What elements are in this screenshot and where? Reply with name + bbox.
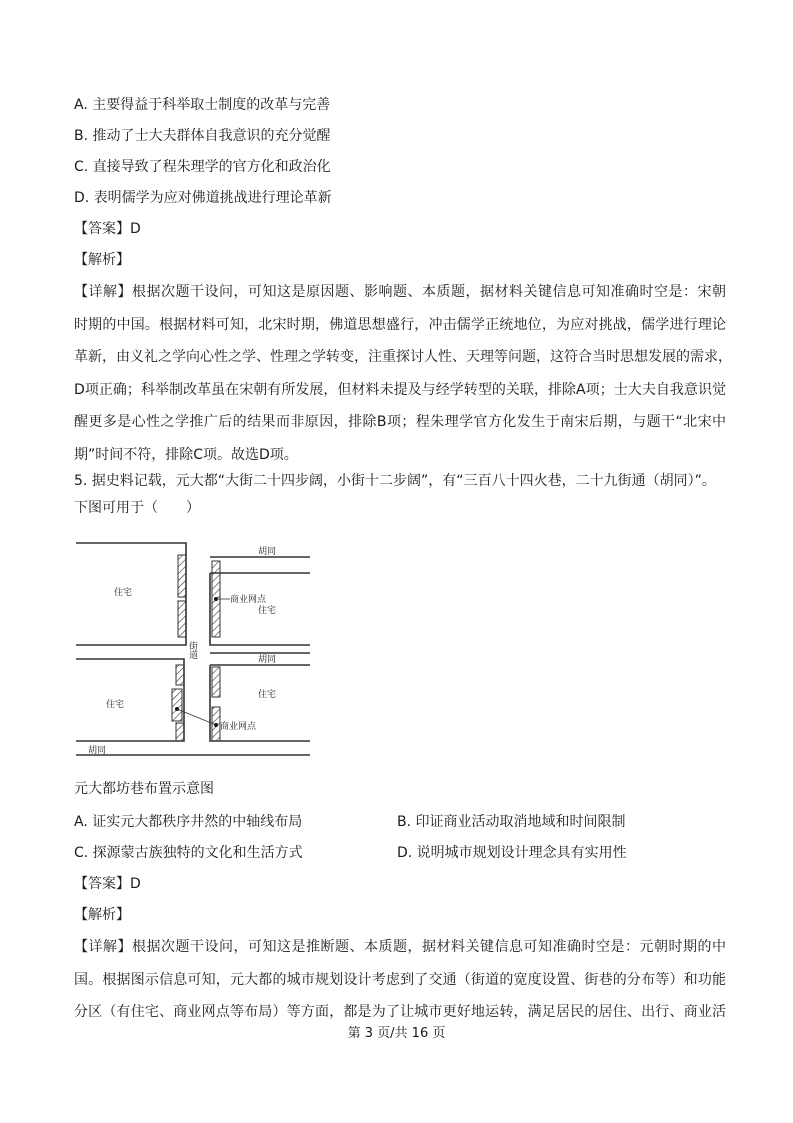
q4-detail-line: 【详解】根据次题干设问，可知这是原因题、影响题、本质题，据材料关键信息可知准确时空是：宋朝 bbox=[74, 284, 726, 300]
block-bottom-left bbox=[76, 659, 184, 741]
q5-option-b: B. 印证商业活动取消地域和时间限制 bbox=[397, 814, 626, 830]
commercial-strip bbox=[172, 689, 182, 721]
commercial-strip bbox=[212, 667, 220, 697]
q5-stem-line-1: 5. 据史料记载，元大都“大街二十四步阔，小街十二步阔”，有“三百八十四火巷，二十九街通（胡同）”。 bbox=[74, 473, 716, 489]
label-commercial: 商业网点 bbox=[220, 722, 257, 732]
q4-option-c: C. 直接导致了程朱理学的官方化和政治化 bbox=[74, 159, 331, 175]
diagram-caption: 元大都坊巷布置示意图 bbox=[74, 781, 214, 797]
q5-option-c: C. 探源蒙古族独特的文化和生活方式 bbox=[74, 845, 303, 861]
q5-option-a: A. 证实元大都秩序井然的中轴线布局 bbox=[74, 814, 303, 830]
q4-detail-paragraph bbox=[74, 276, 732, 471]
commercial-strip bbox=[176, 723, 184, 741]
q5-detail-line: 分区（有住宅、商业网点等布局）等方面，都是为了让城市更好地运转，满足居民的居住、出行、商业活 bbox=[74, 1004, 726, 1020]
q4-detail-line: 期”时间不符，排除C项。故选D项。 bbox=[74, 446, 298, 463]
label-commercial: 商业网点 bbox=[230, 595, 267, 605]
q4-analysis-label: 【解析】 bbox=[74, 252, 130, 268]
q4-detail-line: 醒更多是心性之学推广后的结果而非原因，排除B项；程朱理学官方化发生于南宋后期，与题干“北宋中 bbox=[74, 414, 726, 430]
label-residence: 住宅 bbox=[258, 690, 277, 700]
q4-detail-line: D项正确；科举制改革虽在宋朝有所发展，但材料未提及与经学转型的关联，排除A项；士大夫自我意识觉 bbox=[74, 381, 726, 398]
page-number-footer: 第 3 页/共 16 页 bbox=[347, 1026, 446, 1041]
q5-detail-paragraph bbox=[74, 931, 726, 1029]
label-residence: 住宅 bbox=[114, 588, 133, 598]
label-residence: 住宅 bbox=[258, 606, 277, 616]
q5-option-d: D. 说明城市规划设计理念具有实用性 bbox=[397, 845, 627, 861]
q5-detail-line: 【详解】根据次题干设问，可知这是推断题、本质题，据材料关键信息可知准确时空是：元朝时期的中 bbox=[74, 939, 726, 955]
label-hutong: 胡同 bbox=[258, 547, 277, 557]
q4-detail-line: 革新，由义礼之学向心性之学、性理之学转变，注重探讨人性、天理等问题，这符合当时思想发展的需求， bbox=[74, 349, 732, 365]
commercial-strip bbox=[178, 555, 186, 597]
q4-option-b: B. 推动了士大夫群体自我意识的充分觉醒 bbox=[74, 128, 331, 144]
q4-detail-line: 时期的中国。根据材料可知，北宋时期，佛道思想盛行，冲击儒学正统地位，为应对挑战，儒学进行理论 bbox=[74, 316, 726, 333]
q4-option-a: A. 主要得益于科举取士制度的改革与完善 bbox=[74, 97, 331, 113]
q5-answer: 【答案】D bbox=[74, 876, 141, 892]
q4-option-d: D. 表明儒学为应对佛道挑战进行理论革新 bbox=[74, 190, 332, 206]
map-svg bbox=[74, 529, 314, 771]
q5-analysis-label: 【解析】 bbox=[74, 907, 130, 923]
commercial-strip bbox=[178, 601, 186, 637]
label-hutong: 胡同 bbox=[258, 655, 277, 665]
label-residence: 住宅 bbox=[106, 700, 125, 710]
q4-answer: 【答案】D bbox=[74, 221, 141, 237]
q5-stem-line-2: 下图可用于（ ） bbox=[74, 500, 200, 516]
label-hutong: 胡同 bbox=[88, 746, 107, 756]
label-street: 街道 bbox=[187, 641, 197, 659]
yuan-dadu-street-layout-diagram bbox=[74, 529, 314, 771]
commercial-strip bbox=[176, 665, 184, 685]
q5-detail-line: 国。根据图示信息可知，元大都的城市规划设计考虑到了交通（街道的宽度设置、街巷的分布等）和功能 bbox=[74, 971, 726, 988]
